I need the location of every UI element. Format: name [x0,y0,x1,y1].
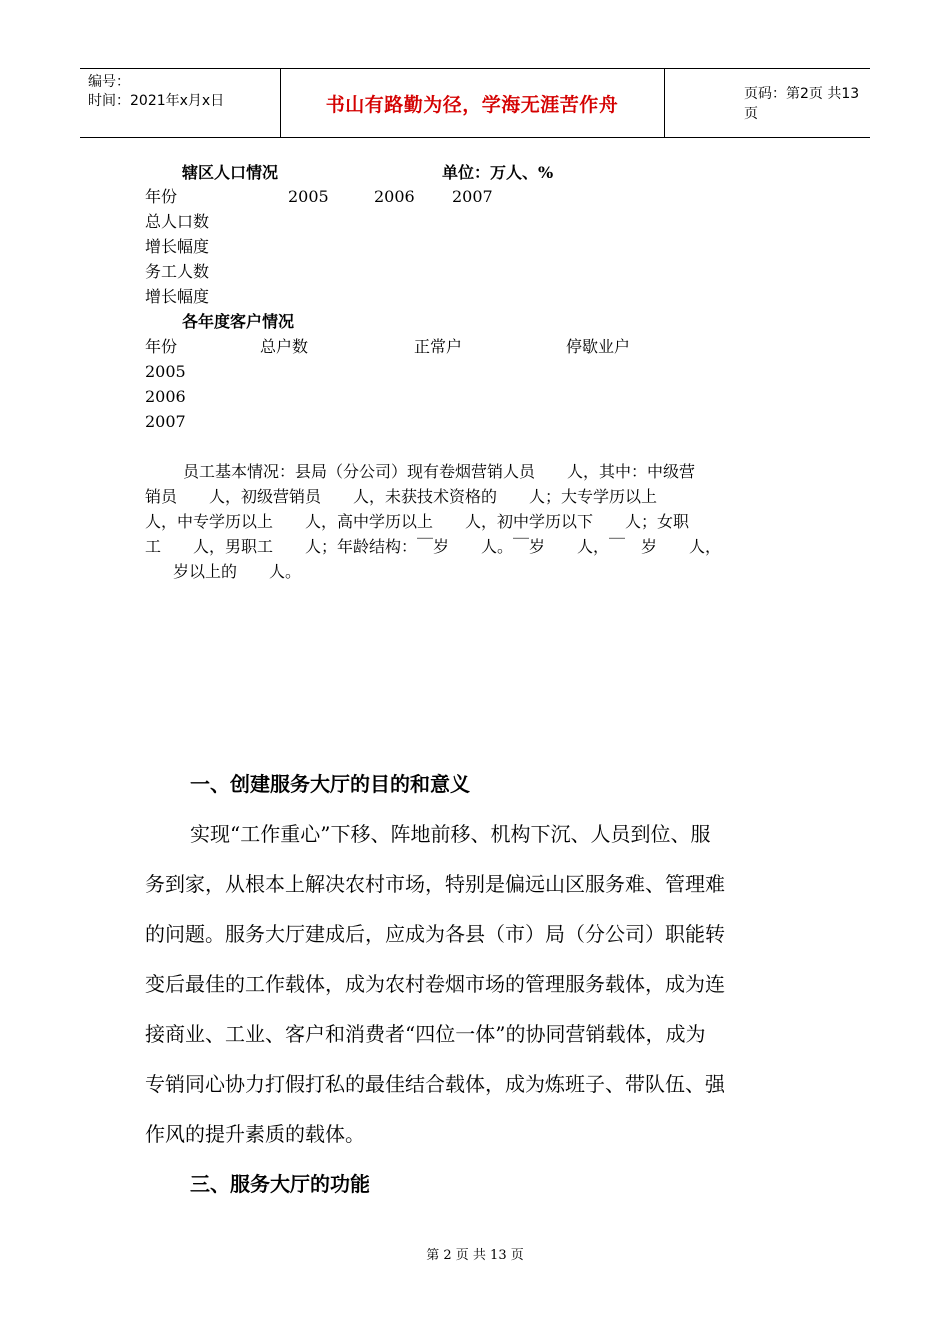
page-footer: 第 2 页 共 13 页 [426,1248,524,1263]
customers-col-header: 正常户 [414,337,463,356]
section-heading: 一、创建服务大厅的目的和意义 [190,772,470,796]
population-row-label: 增长幅度 [145,237,210,256]
population-row-label: 增长幅度 [145,287,210,306]
staff-line: 工 人，男职工 人；年龄结构：￣岁 人。￣岁 人，￣ 岁 人， [145,537,722,556]
population-year-label: 年份 [145,187,178,206]
number-label: 编号： [88,74,130,90]
staff-line: 人，中专学历以上 人，高中学历以上 人，初中学历以下 人；女职 [145,512,690,531]
population-year: 2005 [288,187,329,206]
paragraph-line: 接商业、工业、客户和消费者“四位一体”的协同营销载体，成为 [145,1022,706,1046]
staff-line: 岁以上的 人。 [173,562,302,581]
population-row-label: 总人口数 [145,212,210,231]
paragraph-line: 作风的提升素质的载体。 [145,1122,365,1146]
paragraph-line: 务到家，从根本上解决农村市场，特别是偏远山区服务难、管理难 [145,872,725,896]
customers-year: 2005 [145,362,186,381]
customers-col-header: 停歇业户 [566,337,631,356]
date-label: 时间：2021年x月x日 [88,93,225,109]
population-title: 辖区人口情况 [182,163,279,182]
paragraph-line: 实现“工作重心”下移、阵地前移、机构下沉、人员到位、服 [190,822,711,846]
customers-col-header: 年份 [145,337,178,356]
paragraph-line: 的问题。服务大厅建成后，应成为各县（市）局（分公司）职能转 [145,922,725,946]
paragraph-line: 变后最佳的工作载体，成为农村卷烟市场的管理服务载体，成为连 [145,972,725,996]
section-heading: 三、服务大厅的功能 [190,1172,370,1196]
customers-title: 各年度客户情况 [182,312,295,331]
header-meta [88,73,224,111]
page-header [80,68,870,138]
header-page [664,69,870,137]
page-label: 页码：第2页 共13页 [744,86,860,122]
staff-line: 员工基本情况：县局（分公司）现有卷烟营销人员 人，其中：中级营 [183,462,696,481]
customers-year: 2006 [145,387,186,406]
staff-line: 销员 人，初级营销员 人，未获技术资格的 人；大专学历以上 [145,487,658,506]
customers-year: 2007 [145,412,186,431]
header-motto: 书山有路勤为径，学海无涯苦作舟 [325,93,619,116]
population-row-label: 务工人数 [145,262,210,281]
population-year: 2006 [374,187,415,206]
customers-col-header: 总户数 [260,337,309,356]
population-unit: 单位：万人、% [442,163,554,182]
population-year: 2007 [452,187,493,206]
paragraph-line: 专销同心协力打假打私的最佳结合载体，成为炼班子、带队伍、强 [145,1072,725,1096]
